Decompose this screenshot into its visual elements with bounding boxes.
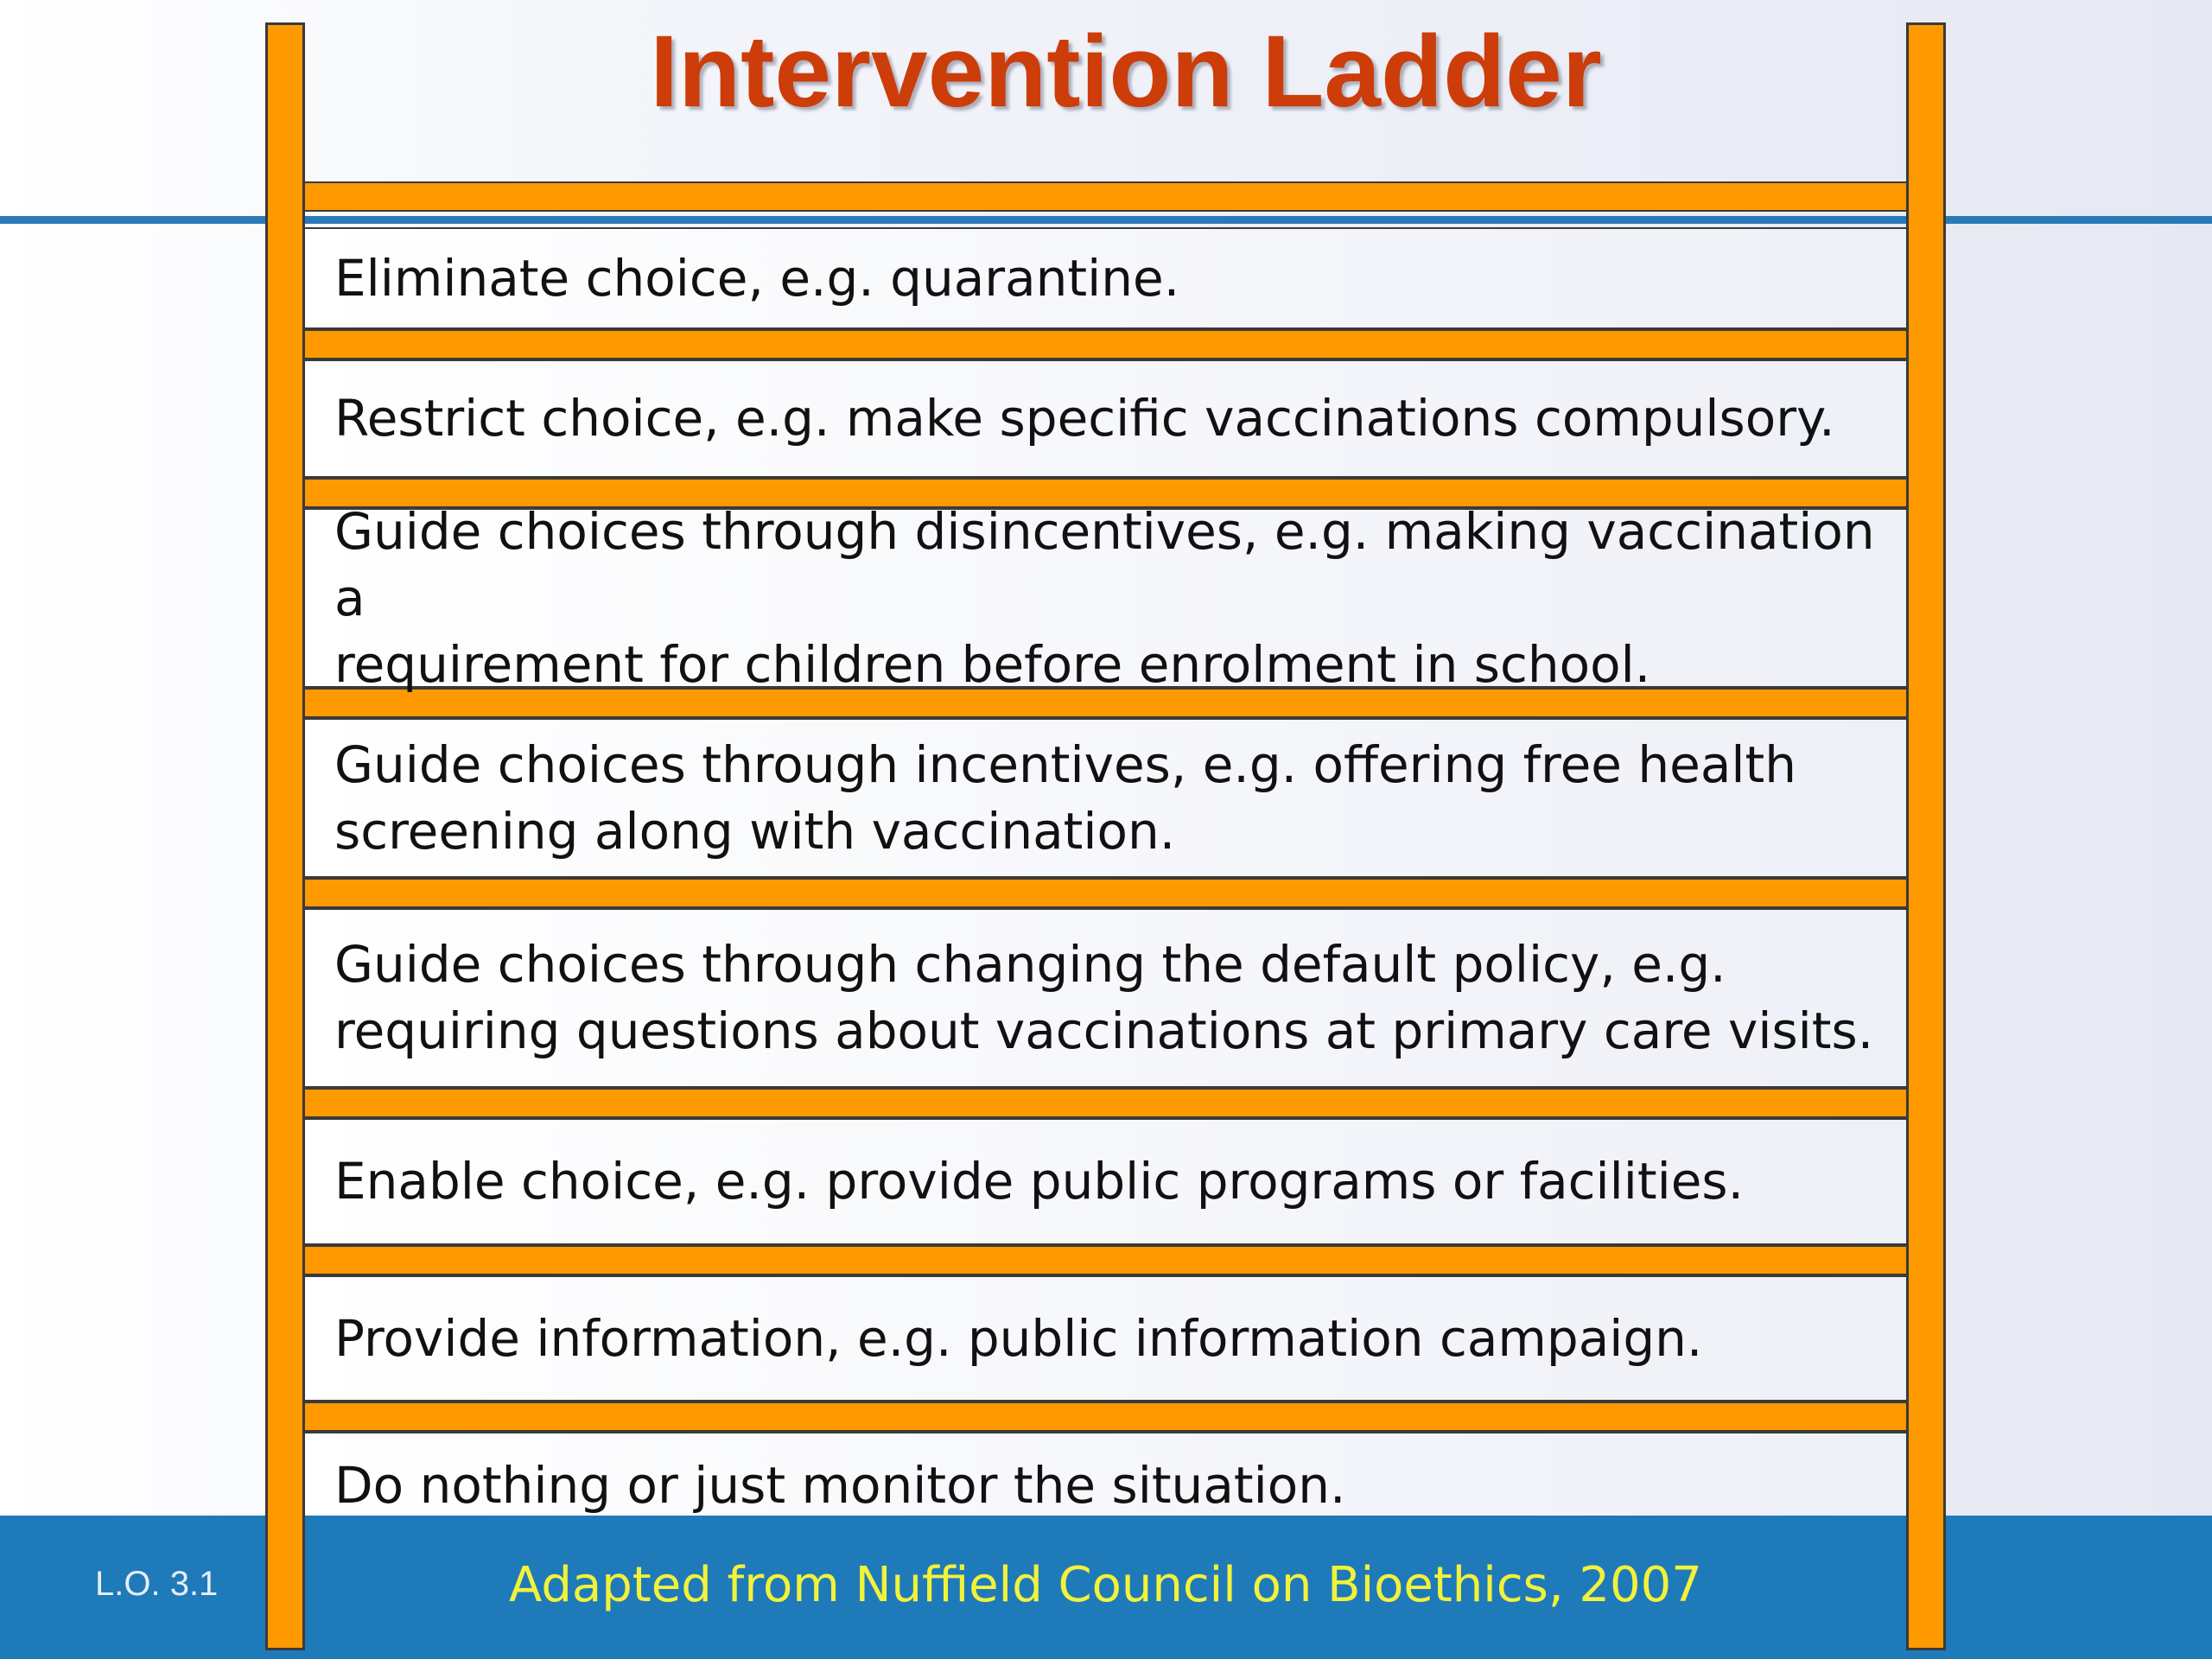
intervention-text: Provide information, e.g. public information campaign. xyxy=(334,1308,1703,1368)
intervention-text: Guide choices through changing the default policy, e.g. requiring questions about vaccinations at primary care visits. xyxy=(334,935,1874,1060)
header-rule xyxy=(0,216,2212,224)
intervention-level-2 xyxy=(305,359,1906,478)
ladder-rung xyxy=(305,1402,1906,1432)
intervention-text: Guide choices through incentives, e.g. offering free health screening along with vaccination. xyxy=(334,734,1797,861)
source-citation: Adapted from Nuffield Council on Bioethics, 2007 xyxy=(509,1557,1702,1613)
ladder-rung xyxy=(305,1088,1906,1118)
ladder-rung xyxy=(305,878,1906,908)
intervention-level-6 xyxy=(305,1118,1906,1245)
ladder-rung xyxy=(305,181,1906,212)
intervention-level-3 xyxy=(305,501,1906,694)
intervention-level-7 xyxy=(305,1275,1906,1402)
ladder-rail-left xyxy=(265,22,305,1650)
ladder-rung xyxy=(305,329,1906,359)
intervention-text: Eliminate choice, e.g. quarantine. xyxy=(334,248,1180,308)
intervention-text: Enable choice, e.g. provide public programs or facilities. xyxy=(334,1152,1745,1211)
ladder-rail-right xyxy=(1906,22,1946,1650)
intervention-text: Do nothing or just monitor the situation. xyxy=(334,1456,1346,1515)
intervention-level-1 xyxy=(305,227,1906,329)
intervention-text: Guide choices through disincentives, e.g. making vaccination a requirement for children before enrolment in school. xyxy=(334,501,1875,694)
intervention-text: Restrict choice, e.g. make specific vaccinations compulsory. xyxy=(334,389,1835,448)
intervention-level-8 xyxy=(305,1432,1906,1516)
slide-title: Intervention Ladder xyxy=(650,15,1602,129)
intervention-level-4 xyxy=(305,718,1906,878)
learning-objective-label: L.O. 3.1 xyxy=(95,1565,219,1603)
ladder-rung xyxy=(305,1245,1906,1275)
intervention-level-5 xyxy=(305,908,1906,1088)
